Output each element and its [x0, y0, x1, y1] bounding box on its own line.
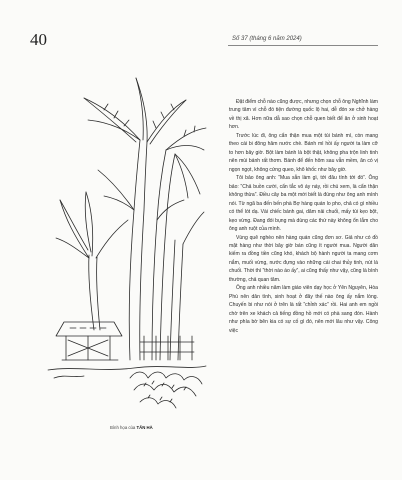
banana-trees-illustration — [44, 60, 208, 420]
illustration-caption — [110, 425, 153, 430]
issue-label: Số 37 (tháng 6 năm 2024) — [232, 36, 302, 42]
page-number: 40 — [30, 30, 47, 49]
article-paragraph: Ông anh nhiều năm làm giáo viên dạy học ở Yên Nguyên, Hòa Phú nên dân tình, sinh hoạt ở đây thế nào ông ấy nắm lòng. Chuyến bi như nói ở trên là rất “chỉnh xác” rồi. Hai anh em ngồi chờ trên xe khách cả tiếng đồng hồ mới có phà sang đón. Hành như phía bờ bên kia có sự cố gì đó, nên mới lâu như vậy. Công việc — [229, 285, 378, 334]
caption-prefix: Bình họa của — [110, 425, 136, 430]
article-paragraph: Vùng quê nghèo nên hàng quán cũng đơn sơ. Giả như có đồ mặt hàng như thời bây giờ bán cũng ít người mua. Người dân kiếm ra đồng tiền cũng khó, khách bộ hành người ta mang cơm nắm, muối vừng, nước đựng vào những cái chai thủy tinh, nút lá chuối. Thời thì “thời nào áo ấy”, ai cũng thấy như vậy, cũng là bình thường, chả quan tâm. — [229, 234, 378, 283]
article-paragraph: Đặt điểm chỗ nào cũng được, nhưng chọn chỗ ông Nghĩnh làm trung tâm vì chỗ đó tiện đường quốc lộ hai, dễ đón xe chở hàng về thị xã. Hơn nữa dẫ sao chọn chỗ quen biết để ăn ở sinh hoạt hơn. — [229, 99, 378, 131]
caption-artist: TẤN HÀ — [136, 425, 153, 430]
article-paragraph: Tôi bảo ông anh: “Mua sẵn làm gì, tới đâu tính tới đó”. Ông bảo: “Chả buồn cười, cẩn tắc vô áy náy, rồi chú xem, là cẩn thận không thừa”. Điều cây ba một mới biết là đúng như ông anh mình nói. Từ ngã ba đến bến phà Bợ hàng quán lo pho, chả có gì nhiều có thể lót dạ. Vài chiếc bánh gai, dăm nải chuối, mấy túi kẹo bột, kẹo vừng. Đang đói bụng mà dùng các thứ này không ổn lắm cho ông anh ruột của mình. — [229, 175, 378, 233]
header-divider — [228, 45, 378, 46]
article-body — [229, 98, 378, 335]
article-paragraph: Trước lúc đi, ông cẩn thận mua một túi bánh mì, còn mang theo cái bi đông hâm nước chè. Bánh mì hồi ấy người ta làm cỡ to hơn bây giờ. Bột làm bánh là bột thật, không pha trộn linh tinh nên mùi bánh rất thơm. Bánh để đến hôm sau vẫn mềm, ăn có vị ngọn ngọt, không cứng queo, khô khốc như bây giờ. — [229, 132, 378, 173]
